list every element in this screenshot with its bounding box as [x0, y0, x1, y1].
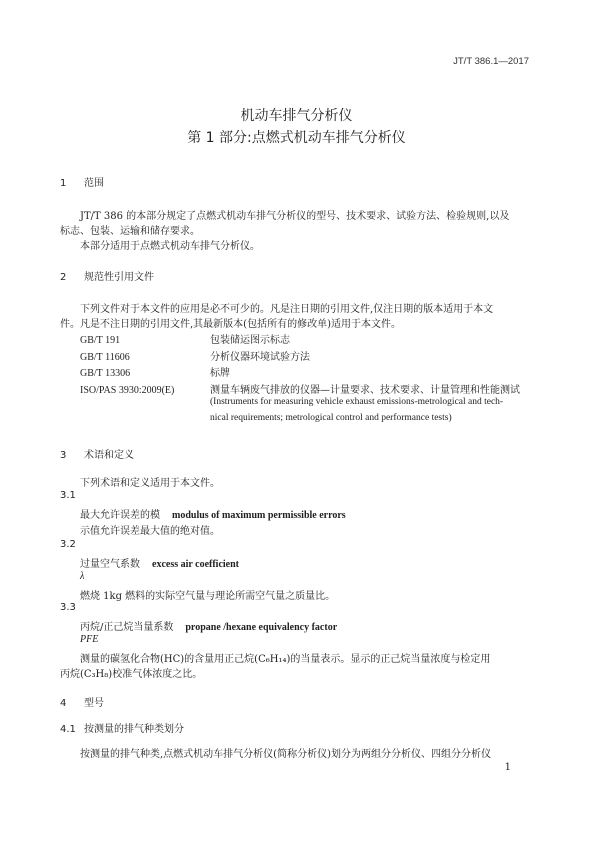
- term-number: 3.2: [60, 539, 76, 550]
- term-number: 3.1: [60, 490, 76, 501]
- section-1-heading: [60, 174, 104, 189]
- term-symbol: λ: [80, 571, 85, 582]
- term-heading: [80, 618, 337, 633]
- term-definition: 测量的碳氢化合物(HC)的含量用正己烷(C₆H₁₄)的当量表示。显示的正己烷当量浓度与检定用: [80, 654, 491, 665]
- section-number: 4: [60, 698, 67, 709]
- reference-code: GB/T 13306: [80, 368, 131, 379]
- subsection-number: 4.1: [60, 724, 76, 735]
- reference-row: [80, 348, 310, 363]
- subsection-title: 按测量的排气种类划分: [84, 724, 184, 735]
- term-english: modulus of maximum permissible errors: [172, 510, 346, 521]
- section-title: 型号: [84, 698, 104, 709]
- reference-row: [80, 364, 230, 379]
- reference-row: [80, 331, 290, 346]
- term-chinese: 过量空气系数: [80, 559, 140, 570]
- paragraph: 标志、包装、运输和储存要求。: [60, 226, 200, 237]
- term-definition: 示值允许误差最大值的绝对值。: [80, 526, 220, 537]
- section-2-heading: [60, 268, 154, 283]
- paragraph: 本部分适用于点燃式机动车排气分析仪。: [80, 241, 260, 252]
- section-title: 范围: [84, 178, 104, 189]
- term-definition: 燃烧 1kg 燃料的实际空气量与理论所需空气量之质量比。: [80, 591, 336, 602]
- reference-english-title: (Instruments for measuring vehicle exhaust emissions-metrological and tech-: [210, 397, 504, 407]
- page-number: 1: [504, 762, 511, 773]
- document-title: 机动车排气分析仪: [240, 108, 353, 124]
- reference-title: 分析仪器环境试验方法: [210, 352, 310, 363]
- term-number: 3.3: [60, 602, 76, 613]
- term-definition: 丙烷(C₃H₈)校准气体浓度之比。: [60, 669, 203, 680]
- section-title: 术语和定义: [84, 450, 134, 461]
- term-english: excess air coefficient: [152, 559, 239, 570]
- paragraph: 下列术语和定义适用于本文件。: [80, 478, 220, 489]
- term-english: propane /hexane equivalency factor: [185, 622, 338, 633]
- term-chinese: 最大允许误差的模: [80, 510, 160, 521]
- reference-english-title: nical requirements; metrological control and performance tests): [210, 413, 452, 423]
- section-number: 3: [60, 450, 67, 461]
- paragraph: JT/T 386 的本部分规定了点燃式机动车排气分析仪的型号、技术要求、试验方法、检验规则,以及: [80, 211, 510, 222]
- term-symbol: PFE: [80, 634, 99, 645]
- reference-title: 测量车辆废气排放的仪器—计量要求、技术要求、计量管理和性能测试: [210, 385, 520, 396]
- subsection-4-1-heading: [60, 720, 184, 735]
- document-subtitle: 第 1 部分:点燃式机动车排气分析仪: [187, 130, 406, 146]
- paragraph: 下列文件对于本文件的应用是必不可少的。凡是注日期的引用文件,仅注日期的版本适用于本文: [80, 304, 494, 315]
- reference-row: [80, 381, 520, 396]
- standard-id: JT/T 386.1—2017: [453, 56, 529, 67]
- section-3-heading: [60, 446, 134, 461]
- section-4-heading: [60, 694, 104, 709]
- reference-code: GB/T 11606: [80, 352, 130, 363]
- section-title: 规范性引用文件: [84, 272, 154, 283]
- section-number: 1: [60, 178, 67, 189]
- section-number: 2: [60, 272, 67, 283]
- reference-title: 标牌: [210, 368, 230, 379]
- paragraph: 件。凡是不注日期的引用文件,其最新版本(包括所有的修改单)适用于本文件。: [60, 319, 401, 330]
- reference-code: ISO/PAS 3930:2009(E): [80, 385, 175, 396]
- reference-code: GB/T 191: [80, 335, 121, 346]
- term-heading: [80, 506, 346, 521]
- reference-title: 包装储运图示标志: [210, 335, 290, 346]
- term-heading: [80, 555, 239, 570]
- paragraph: 按测量的排气种类,点燃式机动车排气分析仪(简称分析仪)划分为两组分分析仪、四组分分析仪: [80, 749, 491, 760]
- term-chinese: 丙烷/正己烷当量系数: [80, 622, 174, 633]
